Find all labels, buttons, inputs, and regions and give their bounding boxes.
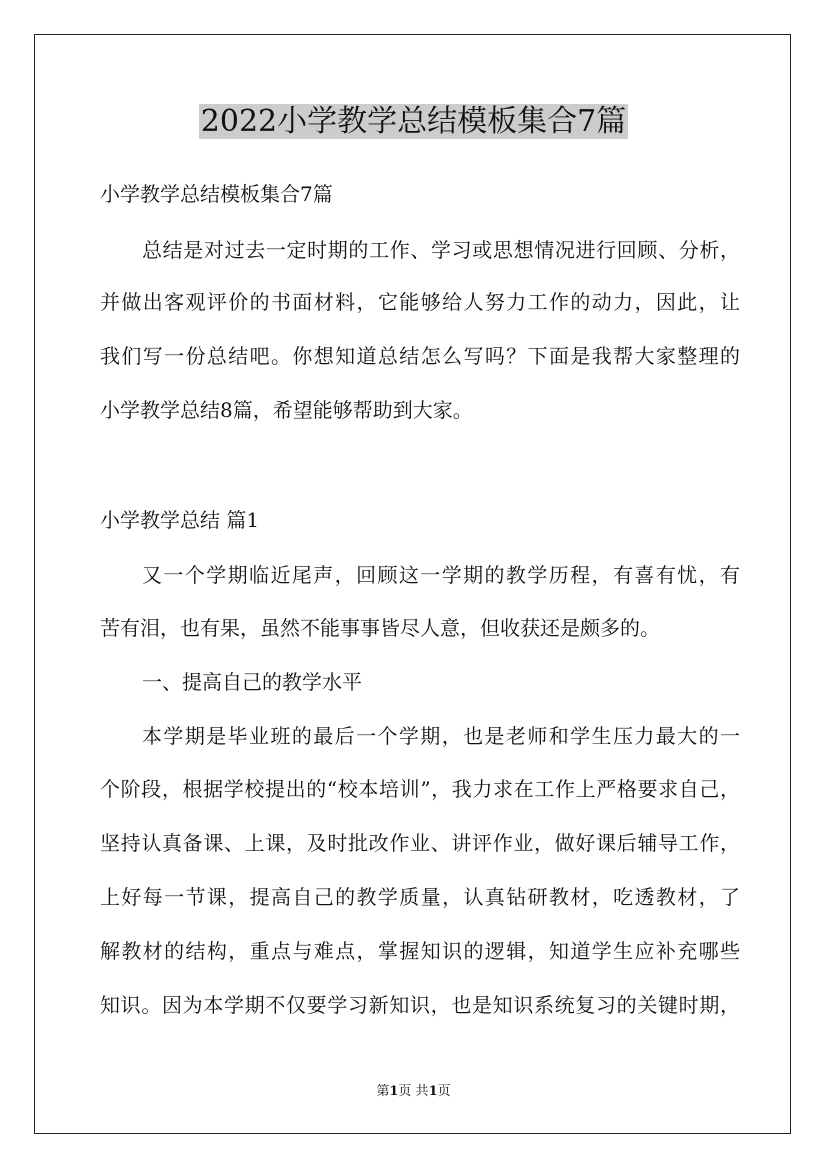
- intro-line-2: 并做出客观评价的书面材料，它能够给人努力工作的动力，因此，让: [100, 290, 740, 314]
- section-line-1: 又一个学期临近尾声，回顾这一学期的教学历程，有喜有忧，有: [142, 563, 740, 587]
- footer-suffix: 页: [437, 1084, 451, 1099]
- page-footer: [0, 1083, 827, 1101]
- footer-page-number: 1: [389, 1084, 399, 1099]
- section-line-2: 苦有泪，也有果，虽然不能事事皆尽人意，但收获还是颇多的。: [100, 616, 660, 640]
- document-title: [0, 100, 827, 144]
- body-line-5: 解教材的结构，重点与难点，掌握知识的逻辑，知道学生应补充哪些: [100, 939, 740, 963]
- section-heading: 小学教学总结 篇1: [100, 508, 260, 532]
- footer-mid: 页 共: [398, 1084, 429, 1099]
- body-line-4: 上好每一节课，提高自己的教学质量，认真钻研教材，吃透教材，了: [100, 885, 740, 909]
- intro-line-1: 总结是对过去一定时期的工作、学习或思想情况进行回顾、分析，: [142, 238, 740, 262]
- footer-prefix: 第: [376, 1084, 390, 1099]
- body-line-2: 个阶段，根据学校提出的“校本培训”，我力求在工作上严格要求自己，: [100, 777, 740, 801]
- subheading: 一、提高自己的教学水平: [142, 670, 362, 694]
- intro-line-3: 我们写一份总结吧。你想知道总结怎么写吗？下面是我帮大家整理的: [100, 344, 740, 368]
- body-line-1: 本学期是毕业班的最后一个学期，也是老师和学生压力最大的一: [142, 724, 740, 748]
- document-subtitle: 小学教学总结模板集合7篇: [100, 182, 333, 206]
- title-highlight: 2022小学教学总结模板集合7篇: [200, 104, 627, 139]
- body-line-6: 知识。因为本学期不仅要学习新知识，也是知识系统复习的关键时期，: [100, 993, 740, 1017]
- intro-line-4: 小学教学总结8篇，希望能够帮助到大家。: [100, 398, 473, 422]
- body-line-3: 坚持认真备课、上课，及时批改作业、讲评作业，做好课后辅导工作，: [100, 831, 740, 855]
- footer-total-pages: 1: [428, 1084, 438, 1099]
